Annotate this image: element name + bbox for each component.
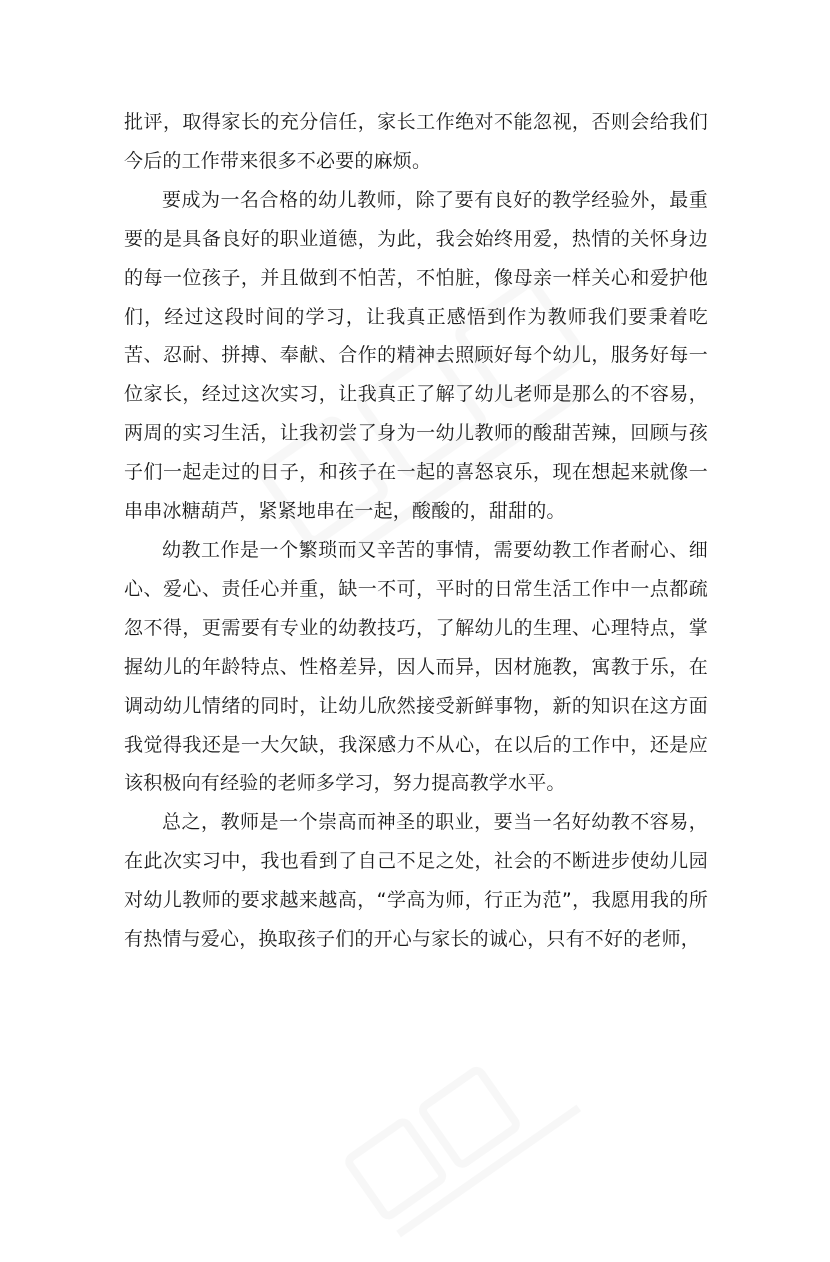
paragraph-4: 总之，教师是一个崇高而神圣的职业，要当一名好幼教不容易，在此次实习中，我也看到了自己不足之处，社会的不断进步使幼儿园对幼儿教师的要求越来越高，“学高为师，行正为范”，我愿用我的所有热情与爱心，换取孩子们的开心与家长的诚心，只有不好的老师， xyxy=(124,811,708,951)
paragraph-1: 批评，取得家长的充分信任，家长工作绝对不能忽视，否则会给我们今后的工作带来很多不必要的麻烦。 xyxy=(124,111,708,172)
document-body xyxy=(124,103,708,959)
paragraph-2: 要成为一名合格的幼儿教师，除了要有良好的教学经验外，最重要的是具备良好的职业道德，为此，我会始终用爱，热情的关怀身边的每一位孩子，并且做到不怕苦，不怕脏，像母亲一样关心和爱护他们，经过这段时间的学习，让我真正感悟到作为教师我们要秉着吃苦、忍耐、拼搏、奉献、合作的精神去照顾好每个幼儿，服务好每一位家长，经过这次实习，让我真正了解了幼儿老师是那么的不容易，两周的实习生活，让我初尝了身为一幼儿教师的酸甜苦辣，回顾与孩子们一起走过的日子，和孩子在一起的喜怒哀乐，现在想起来就像一串串冰糖葫芦，紧紧地串在一起，酸酸的，甜甜的。 xyxy=(124,188,708,523)
watermark-icon xyxy=(313,998,606,1262)
paragraph-3: 幼教工作是一个繁琐而又辛苦的事情，需要幼教工作者耐心、细心、爱心、责任心并重，缺一不可，平时的日常生活工作中一点都疏忽不得，更需要有专业的幼教技巧，了解幼儿的生理、心理特点，掌握幼儿的年龄特点、性格差异，因人而异，因材施教，寓教于乐，在调动幼儿情绪的同时，让幼儿欣然接受新鲜事物，新的知识在这方面我觉得我还是一大欠缺，我深感力不从心，在以后的工作中，还是应该积极向有经验的老师多学习，努力提高教学水平。 xyxy=(124,538,708,795)
